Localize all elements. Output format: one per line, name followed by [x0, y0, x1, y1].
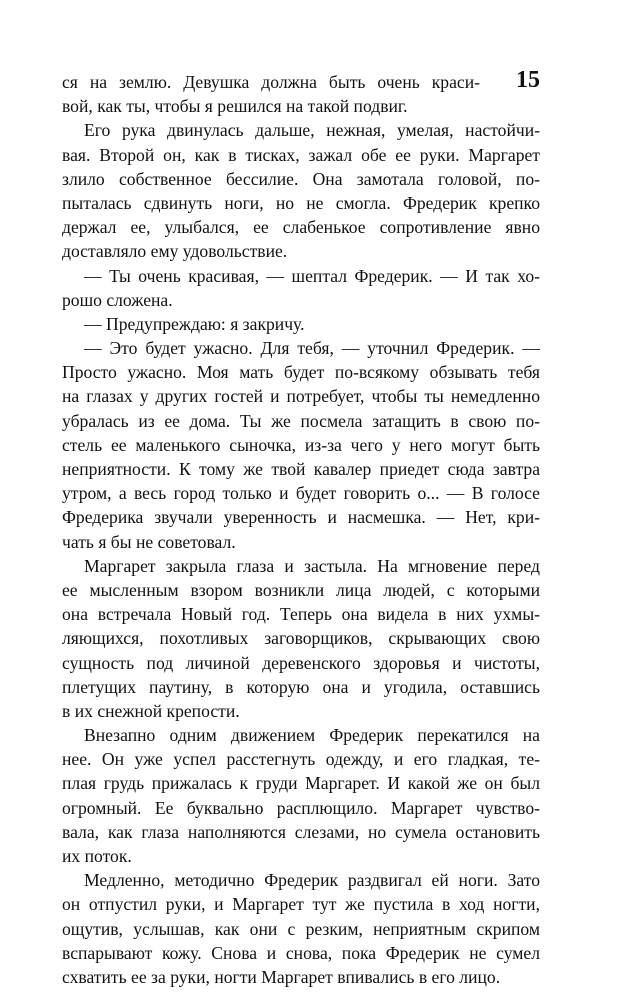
text-line: держал ее, улыбался, ее слабенькое сопротивление явно [62, 217, 540, 238]
text-line: — Предупреждаю: я закричу. [84, 313, 305, 334]
paragraph [62, 118, 540, 263]
paragraph [62, 554, 540, 723]
text-line: вой, как ты, чтобы я решился на такой подвиг. [62, 96, 408, 117]
paragraph [62, 868, 540, 989]
paragraph [62, 67, 540, 118]
text-line: рошо сложена. [62, 289, 173, 310]
text-line: Маргарет закрыла глаза и застыла. На мгновение перед [84, 555, 540, 576]
text-line: чать я бы не советовал. [62, 531, 236, 552]
paragraph [62, 336, 540, 554]
text-line: вала, как глаза наполняются слезами, но сумела остановить [62, 821, 540, 842]
text-line: Фредерика звучали уверенность и насмешка. — Нет, кри- [62, 507, 540, 528]
text-line: сущность под личиной деревенского здоровья и чистоты, [62, 652, 540, 673]
text-line: ощутив, услышав, как они с резким, неприятным скрипом [62, 918, 540, 939]
text-line: утром, а весь город только и будет говорить о... — В голосе [62, 483, 540, 504]
text-line: доставляло ему удовольствие. [62, 241, 288, 262]
text-line: она встречала Новый год. Теперь она видела в них ухмы- [62, 604, 540, 625]
page-number: 15 [516, 67, 540, 93]
text-line: — Ты очень красивая, — шептал Фредерик. — И так хо- [84, 265, 540, 286]
text-line: Просто ужасно. Моя мать будет по-всякому обзывать тебя [62, 362, 540, 383]
paragraph [62, 312, 540, 336]
body-text [62, 67, 540, 989]
text-line: плетущих паутину, в которую она и угодила, оставшись [62, 676, 540, 697]
paragraph [62, 264, 540, 312]
text-line: убралась из ее дома. Ты же посмела затащить в свою по- [62, 410, 540, 431]
text-line: пыталась сдвинуть ноги, но не смогла. Фредерик крепко [62, 192, 540, 213]
text-line: схватить ее за руки, ногти Маргарет впивались в его лицо. [62, 966, 501, 987]
text-line: огромный. Ее буквально расплющило. Маргарет чувство- [62, 797, 540, 818]
text-line: ляющихся, похотливых заговорщиков, скрывающих свою [62, 628, 540, 649]
text-line: неприятности. К тому же твой кавалер приедет сюда завтра [62, 459, 540, 479]
text-line: в их снежной крепости. [62, 700, 240, 721]
text-line: нее. Он уже успел расстегнуть одежду, и его гладкая, те- [62, 749, 540, 770]
text-line: злило собственное бессилие. Она замотала головой, по- [62, 168, 540, 189]
text-line: плая грудь прижалась к груди Маргарет. И какой же он был [62, 773, 540, 794]
text-line: их поток. [62, 846, 132, 866]
text-line: Его рука двинулась дальше, нежная, умелая, настойчи- [84, 120, 540, 141]
text-line: ся на землю. Девушка должна быть очень краси- [62, 72, 480, 92]
text-line: — Это будет ужасно. Для тебя, — уточнил Фредерик. — [84, 338, 540, 359]
text-line: стель ее маленького сыночка, из-за чего у него могут быть [62, 434, 540, 455]
text-line: он отпустил руки, и Маргарет тут же пустила в ход ногти, [62, 894, 540, 915]
text-line: ее мысленным взором возникли лица людей, с которыми [62, 579, 540, 600]
text-line: Медленно, методично Фредерик раздвигал ей ноги. Зато [84, 870, 540, 891]
text-line: вспарывают кожу. Снова и снова, пока Фредерик не сумел [62, 942, 540, 963]
text-line: на глазах у других гостей и потребует, чтобы ты немедленно [62, 386, 540, 407]
text-line: Внезапно одним движением Фредерик перекатился на [84, 725, 540, 746]
text-line: вая. Второй он, как в тисках, зажал обе ее руки. Маргарет [62, 144, 540, 165]
paragraph [62, 723, 540, 868]
